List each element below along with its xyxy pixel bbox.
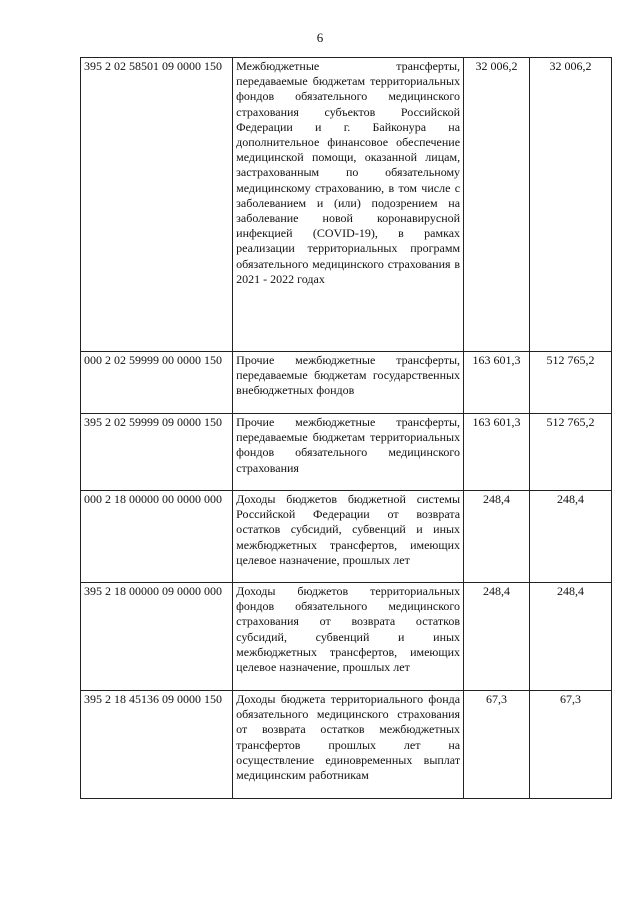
table-row [81,691,612,799]
page-number: 6 [316,30,324,45]
description-cell: Прочие межбюджетные трансферты, передаваемые бюджетам государственных внебюджетных фондов [233,352,464,414]
description-cell: Межбюджетные трансферты, передаваемые бюджетам территориальных фондов обязательного медицинского страхования субъектов Российской Федерации и г. Байконура на дополнительное финансовое обеспечение медицинской помощи, оказанной лицам, застрахованным по обязательному медицинскому страхованию, в том числе с заболеванием и (или) подозрением на заболевание новой коронавирусной инфекцией (COVID-19), в рамках реализации территориальных программ обязательного медицинского страхования в 2021 - 2022 годах [233,58,464,352]
value-2021-cell: 163 601,3 [464,352,530,414]
value-2022-cell: 67,3 [530,691,612,799]
value-2021-cell: 248,4 [464,491,530,583]
budget-code-cell: 395 2 02 58501 09 0000 150 [81,58,233,352]
value-2022-cell: 512 765,2 [530,414,612,491]
table-row [81,583,612,691]
table-row [81,414,612,491]
value-2022-cell: 248,4 [530,491,612,583]
value-2021-cell: 32 006,2 [464,58,530,352]
value-2022-cell: 512 765,2 [530,352,612,414]
value-2021-cell: 163 601,3 [464,414,530,491]
value-2022-cell: 32 006,2 [530,58,612,352]
budget-revenue-table [80,57,612,799]
description-cell: Прочие межбюджетные трансферты, передаваемые бюджетам территориальных фондов обязательного медицинского страхования [233,414,464,491]
description-cell: Доходы бюджета территориального фонда обязательного медицинского страхования от возврата остатков межбюджетных трансфертов прошлых лет на осуществление единовременных выплат медицинским работникам [233,691,464,799]
budget-code-cell: 000 2 02 59999 00 0000 150 [81,352,233,414]
table-row [81,491,612,583]
budget-code-cell: 395 2 02 59999 09 0000 150 [81,414,233,491]
value-2022-cell: 248,4 [530,583,612,691]
budget-code-cell: 395 2 18 45136 09 0000 150 [81,691,233,799]
table-row [81,58,612,352]
budget-code-cell: 000 2 18 00000 00 0000 000 [81,491,233,583]
table-row [81,352,612,414]
value-2021-cell: 67,3 [464,691,530,799]
budget-code-cell: 395 2 18 00000 09 0000 000 [81,583,233,691]
description-cell: Доходы бюджетов бюджетной системы Российской Федерации от возврата остатков субсидий, субвенций и иных межбюджетных трансфертов, имеющих целевое назначение, прошлых лет [233,491,464,583]
description-cell: Доходы бюджетов территориальных фондов обязательного медицинского страхования от возврата остатков субсидий, субвенций и иных межбюджетных трансфертов, имеющих целевое назначение, прошлых лет [233,583,464,691]
value-2021-cell: 248,4 [464,583,530,691]
